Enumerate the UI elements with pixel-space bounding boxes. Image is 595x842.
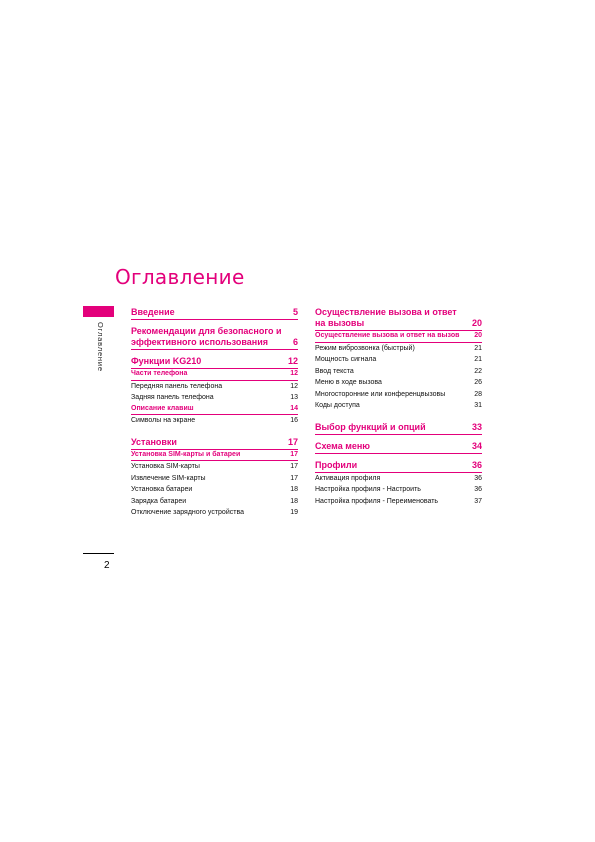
toc-item[interactable] — [131, 392, 298, 404]
toc-entry-title: Установка батареи — [131, 486, 193, 493]
toc-entry-title: Части телефона — [131, 370, 188, 377]
toc-entry-page: 19 — [290, 509, 298, 516]
toc-entry-title: Введение — [131, 307, 175, 317]
toc-item[interactable] — [315, 377, 482, 389]
toc-item[interactable] — [131, 473, 298, 485]
toc-section[interactable] — [315, 307, 482, 331]
toc-entry-title: Осуществление вызова и ответ на вызов — [315, 332, 460, 339]
toc-subsection[interactable] — [131, 369, 298, 381]
toc-entry-page: 37 — [474, 497, 482, 505]
toc-entry-page: 36 — [474, 474, 482, 482]
toc-section[interactable] — [315, 422, 482, 435]
toc-entry-page: 18 — [290, 497, 298, 505]
toc-entry-title: Настройка профиля - Настроить — [315, 486, 421, 493]
toc-item[interactable] — [315, 354, 482, 366]
toc-spacer — [131, 427, 298, 437]
toc-entry-title: Задняя панель телефона — [131, 394, 214, 401]
toc-entry-page: 12 — [287, 356, 298, 366]
toc-entry-page: 21 — [474, 344, 482, 352]
toc-entry-page: 28 — [474, 390, 482, 398]
side-tab-label: Оглавление — [96, 322, 105, 372]
toc-entry-title: Установки — [131, 436, 177, 447]
toc-item[interactable] — [315, 389, 482, 401]
page-number: 2 — [104, 560, 110, 571]
toc-entry-title: Выбор функций и опций — [315, 421, 426, 432]
toc-section[interactable] — [131, 326, 298, 350]
toc-entry-title: Символы на экране — [131, 417, 196, 424]
toc-entry-page: 17 — [290, 450, 298, 458]
toc-right-column — [315, 307, 482, 507]
toc-entry-page: 33 — [471, 421, 482, 432]
toc-section[interactable] — [131, 437, 298, 450]
toc-section[interactable] — [315, 460, 482, 473]
toc-subsection[interactable] — [315, 331, 482, 343]
toc-item[interactable] — [131, 496, 298, 508]
toc-entry-title: Меню в ходе вызова — [315, 379, 382, 386]
toc-item[interactable] — [315, 400, 482, 412]
toc-entry-title: Ввод текста — [315, 367, 354, 375]
toc-spacer — [315, 412, 482, 422]
toc-entry-page: 12 — [290, 382, 298, 390]
toc-entry-page: 20 — [474, 332, 482, 339]
toc-entry-title: Настройка профиля - Переименовать — [315, 497, 439, 505]
toc-entry-page: 5 — [292, 307, 298, 317]
toc-section[interactable] — [131, 356, 298, 369]
toc-entry-page: 6 — [292, 337, 298, 347]
toc-entry-page: 36 — [471, 459, 482, 470]
toc-entry-title: Передняя панель телефона — [131, 382, 223, 390]
toc-entry-title: Функции KG210 — [131, 356, 202, 366]
toc-entry-page: 26 — [474, 379, 482, 386]
toc-entry-title: Установка SIM-карты — [131, 463, 200, 470]
toc-entry-page: 20 — [471, 318, 482, 328]
toc-entry-page: 22 — [474, 367, 482, 375]
toc-entry-page: 34 — [471, 440, 482, 451]
toc-entry-title: Режим виброзвонка (быстрый) — [315, 344, 415, 352]
toc-item[interactable] — [131, 381, 298, 393]
toc-item[interactable] — [131, 415, 298, 427]
toc-entry-title: Осуществление вызова и ответ на вызовы — [315, 307, 457, 328]
toc-entry-title: Профили — [315, 459, 358, 470]
toc-item[interactable] — [315, 496, 482, 508]
toc-item[interactable] — [131, 484, 298, 496]
toc-left-column — [131, 307, 298, 519]
toc-entry-page: 17 — [290, 463, 298, 470]
toc-subsection[interactable] — [131, 404, 298, 416]
toc-entry-title: Отключение зарядного устройства — [131, 509, 244, 516]
toc-entry-page: 36 — [474, 486, 482, 493]
toc-entry-title: Рекомендации для безопасного и эффективного использования — [131, 326, 282, 347]
toc-entry-title: Установка SIM-карты и батареи — [131, 450, 241, 458]
toc-entry-title: Зарядка батареи — [131, 497, 187, 505]
toc-entry-title: Описание клавиш — [131, 404, 194, 412]
toc-entry-title: Извлечение SIM-карты — [131, 474, 206, 482]
side-tab-bar — [83, 306, 114, 317]
toc-item[interactable] — [315, 473, 482, 485]
toc-entry-page: 14 — [290, 404, 298, 412]
toc-entry-page: 17 — [287, 436, 298, 447]
toc-entry-title: Коды доступа — [315, 402, 360, 409]
toc-entry-page: 13 — [290, 394, 298, 401]
toc-entry-title: Мощность сигнала — [315, 356, 377, 363]
toc-entry-page: 18 — [290, 486, 298, 493]
toc-entry-title: Многосторонние или конференцвызовы — [315, 390, 446, 398]
toc-item[interactable] — [131, 461, 298, 473]
toc-entry-page: 17 — [290, 474, 298, 482]
toc-item[interactable] — [315, 366, 482, 378]
toc-subsection[interactable] — [131, 450, 298, 462]
toc-entry-page: 16 — [290, 417, 298, 424]
toc-section[interactable] — [315, 441, 482, 454]
toc-entry-page: 31 — [474, 402, 482, 409]
toc-entry-page: 12 — [290, 370, 298, 377]
toc-item[interactable] — [315, 343, 482, 355]
page-title: Оглавление — [115, 265, 245, 289]
page-number-rule — [83, 553, 114, 554]
toc-entry-title: Схема меню — [315, 440, 370, 451]
toc-entry-page: 21 — [474, 356, 482, 363]
toc-item[interactable] — [131, 507, 298, 519]
toc-entry-title: Активация профиля — [315, 474, 381, 482]
toc-section[interactable] — [131, 307, 298, 320]
toc-item[interactable] — [315, 484, 482, 496]
